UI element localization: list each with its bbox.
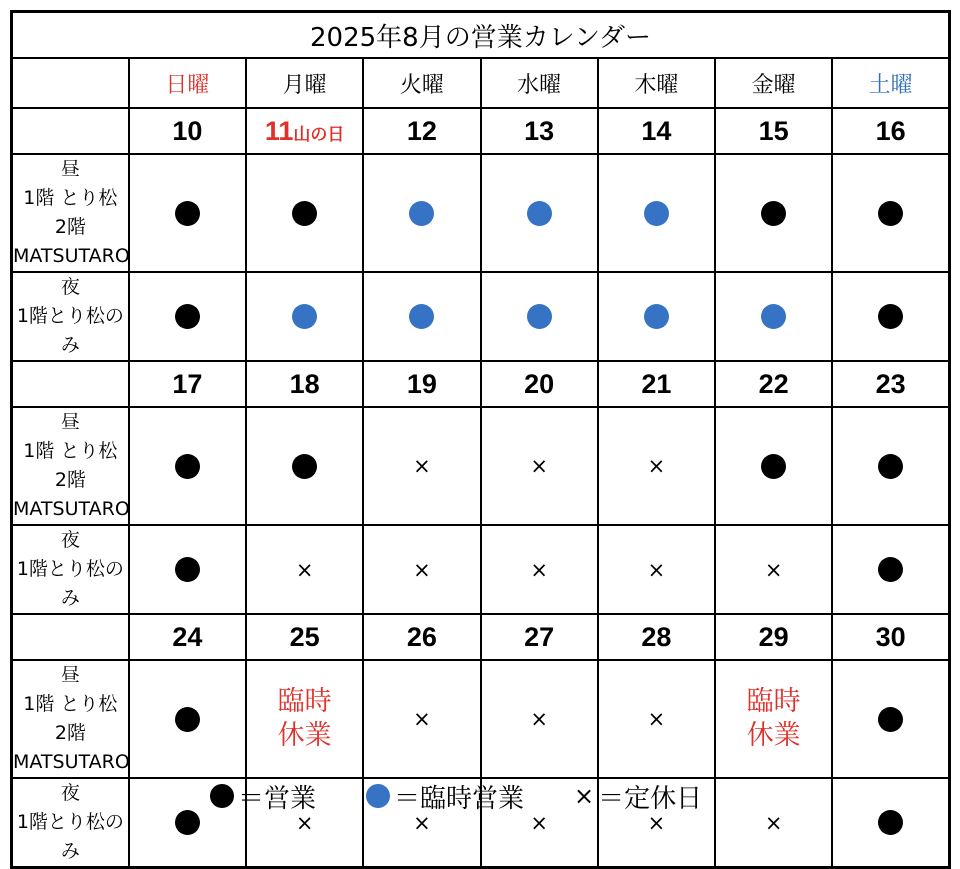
cross-icon: × <box>764 557 783 582</box>
lunch-label-line: 1階 とり松 <box>23 187 118 209</box>
weekday-header-row <box>12 58 950 108</box>
calendar-title: 2025年8月の営業カレンダー <box>12 12 950 59</box>
date-cell <box>481 614 598 660</box>
status-cell <box>481 525 598 614</box>
date-number: 23 <box>875 368 906 399</box>
status-cell <box>481 407 598 525</box>
black-dot-icon <box>878 707 903 732</box>
date-cell <box>598 108 715 154</box>
lunch-label-line: 1階 とり松 <box>23 440 118 462</box>
black-dot-icon <box>761 201 786 226</box>
date-cell <box>246 361 363 407</box>
lunch-label-line: 2階 MATSUTARO <box>13 722 130 773</box>
date-cell <box>481 361 598 407</box>
cross-icon: × <box>574 782 595 810</box>
status-cell <box>832 778 949 868</box>
blue-dot-icon <box>527 304 552 329</box>
black-dot-icon <box>292 201 317 226</box>
lunch-label <box>12 660 129 778</box>
cross-icon: × <box>647 557 666 582</box>
status-cell <box>246 660 363 778</box>
blue-dot-icon <box>409 304 434 329</box>
date-cell <box>129 614 246 660</box>
status-cell <box>832 525 949 614</box>
black-dot-icon <box>175 201 200 226</box>
date-cell <box>598 614 715 660</box>
weekday-header: 火曜 <box>363 58 480 108</box>
black-dot-icon <box>175 707 200 732</box>
cross-icon: × <box>647 810 666 835</box>
status-cell <box>832 660 949 778</box>
cross-icon: × <box>530 454 548 478</box>
temporary-closure-line: 臨時 <box>746 686 801 717</box>
date-cell <box>129 108 246 154</box>
status-cell <box>832 407 949 525</box>
status-cell <box>246 154 363 272</box>
status-cell <box>246 525 363 614</box>
date-number: 14 <box>641 115 672 146</box>
cross-icon: × <box>413 707 431 731</box>
date-number: 19 <box>406 368 437 399</box>
status-cell <box>129 525 246 614</box>
cross-icon: × <box>295 810 314 835</box>
black-dot-icon <box>878 201 903 226</box>
cross-icon: × <box>295 557 314 582</box>
black-dot-icon <box>761 454 786 479</box>
black-dot-icon <box>878 557 903 582</box>
status-cell <box>598 272 715 361</box>
blue-dot-icon <box>292 304 317 329</box>
date-number: 24 <box>172 621 203 652</box>
weekday-header: 水曜 <box>481 58 598 108</box>
status-cell <box>129 154 246 272</box>
legend-temp-open <box>366 778 524 815</box>
dinner-label-line: 1階とり松のみ <box>16 811 124 862</box>
date-cell <box>363 108 480 154</box>
status-cell <box>715 154 832 272</box>
temporary-closure-label <box>247 685 362 753</box>
date-number: 12 <box>406 115 437 146</box>
date-row-blank <box>12 361 129 407</box>
blue-dot-icon <box>761 304 786 329</box>
status-cell <box>363 660 480 778</box>
cross-icon: × <box>413 557 431 582</box>
status-cell <box>715 407 832 525</box>
date-cell <box>363 361 480 407</box>
date-cell <box>481 108 598 154</box>
date-number: 26 <box>406 621 437 652</box>
status-cell <box>598 660 715 778</box>
weekday-header: 日曜 <box>129 58 246 108</box>
date-cell <box>832 108 949 154</box>
status-cell <box>715 525 832 614</box>
date-row <box>12 361 950 407</box>
lunch-label-line: 1階 とり松 <box>23 693 118 715</box>
status-cell <box>129 407 246 525</box>
date-cell <box>832 614 949 660</box>
dinner-label-line: 夜 <box>60 782 80 804</box>
lunch-label-line: 2階 MATSUTARO <box>13 469 130 520</box>
lunch-row <box>12 407 950 525</box>
date-cell <box>598 361 715 407</box>
date-number: 20 <box>524 368 555 399</box>
dinner-label-line: 夜 <box>60 276 80 298</box>
lunch-label-line: 昼 <box>60 158 80 180</box>
date-number: 28 <box>641 621 672 652</box>
date-cell <box>715 614 832 660</box>
date-number: 22 <box>758 368 789 399</box>
dinner-label <box>12 525 129 614</box>
cross-icon: × <box>764 810 783 835</box>
temporary-closure-line: 休業 <box>277 720 332 751</box>
lunch-row <box>12 660 950 778</box>
date-cell <box>715 108 832 154</box>
status-cell <box>598 525 715 614</box>
weekday-header: 月曜 <box>246 58 363 108</box>
weekday-header-blank <box>12 58 129 108</box>
date-cell <box>715 361 832 407</box>
legend-closed <box>574 778 702 815</box>
status-cell <box>481 154 598 272</box>
cross-icon: × <box>530 557 548 582</box>
black-dot-icon <box>175 304 200 329</box>
status-cell <box>246 407 363 525</box>
status-cell <box>715 660 832 778</box>
legend-temp-label: ＝臨時営業 <box>394 783 525 814</box>
cross-icon: × <box>530 810 548 835</box>
lunch-label <box>12 407 129 525</box>
status-cell <box>363 525 480 614</box>
cross-icon: × <box>413 810 431 835</box>
lunch-label-line: 昼 <box>60 664 80 686</box>
cross-icon: × <box>530 707 548 731</box>
status-cell <box>129 272 246 361</box>
temporary-closure-label <box>716 685 831 753</box>
status-cell <box>129 660 246 778</box>
date-number: 30 <box>875 621 906 652</box>
legend-open-label: ＝営業 <box>238 783 317 814</box>
legend-closed-label: ＝定休日 <box>598 783 703 814</box>
date-cell <box>129 361 246 407</box>
status-cell <box>481 272 598 361</box>
black-dot-icon <box>878 454 903 479</box>
weekday-header: 土曜 <box>832 58 949 108</box>
date-number: 17 <box>172 368 203 399</box>
blue-dot-icon <box>644 304 669 329</box>
date-number: 13 <box>524 115 555 146</box>
calendar-title-row <box>12 12 950 59</box>
status-cell <box>832 154 949 272</box>
date-cell <box>246 108 363 154</box>
status-cell <box>832 272 949 361</box>
date-number: 29 <box>758 621 789 652</box>
black-dot-icon <box>175 454 200 479</box>
date-number: 10 <box>172 115 203 146</box>
cross-icon: × <box>647 707 666 731</box>
dinner-label <box>12 778 129 868</box>
date-number: 18 <box>289 368 320 399</box>
lunch-label-line: 2階 MATSUTARO <box>13 216 130 267</box>
black-dot-icon <box>878 810 903 835</box>
dinner-label-line: 1階とり松のみ <box>16 558 124 609</box>
weekday-header: 金曜 <box>715 58 832 108</box>
date-cell <box>363 614 480 660</box>
date-row <box>12 108 950 154</box>
blue-dot-icon <box>409 201 434 226</box>
business-calendar <box>10 10 951 869</box>
dinner-row <box>12 272 950 361</box>
temporary-closure-line: 臨時 <box>277 686 332 717</box>
black-dot-icon <box>175 810 200 835</box>
date-cell <box>246 614 363 660</box>
black-dot-icon <box>210 784 234 808</box>
date-cell <box>832 361 949 407</box>
dinner-label-line: 夜 <box>60 529 80 551</box>
blue-dot-icon <box>366 784 390 808</box>
lunch-row <box>12 154 950 272</box>
date-number: 25 <box>289 621 320 652</box>
black-dot-icon <box>175 557 200 582</box>
lunch-label <box>12 154 129 272</box>
black-dot-icon <box>292 454 317 479</box>
status-cell <box>363 272 480 361</box>
date-row-blank <box>12 614 129 660</box>
lunch-label-line: 昼 <box>60 411 80 433</box>
date-number: 15 <box>758 115 789 146</box>
dinner-label <box>12 272 129 361</box>
status-cell <box>598 407 715 525</box>
status-cell <box>363 407 480 525</box>
blue-dot-icon <box>644 201 669 226</box>
status-cell <box>715 272 832 361</box>
legend <box>210 778 752 814</box>
date-row-blank <box>12 108 129 154</box>
status-cell <box>363 154 480 272</box>
status-cell <box>246 272 363 361</box>
black-dot-icon <box>878 304 903 329</box>
date-number: 16 <box>875 115 906 146</box>
status-cell <box>598 154 715 272</box>
date-number: 21 <box>641 368 672 399</box>
date-row <box>12 614 950 660</box>
date-number: 11 <box>264 115 294 146</box>
cross-icon: × <box>647 454 666 478</box>
blue-dot-icon <box>527 201 552 226</box>
holiday-name: 山の日 <box>293 124 345 144</box>
date-number: 27 <box>524 621 555 652</box>
dinner-label-line: 1階とり松のみ <box>16 305 124 356</box>
cross-icon: × <box>413 454 431 478</box>
temporary-closure-line: 休業 <box>746 720 801 751</box>
dinner-row <box>12 525 950 614</box>
weekday-header: 木曜 <box>598 58 715 108</box>
status-cell <box>481 660 598 778</box>
legend-open <box>210 778 316 815</box>
